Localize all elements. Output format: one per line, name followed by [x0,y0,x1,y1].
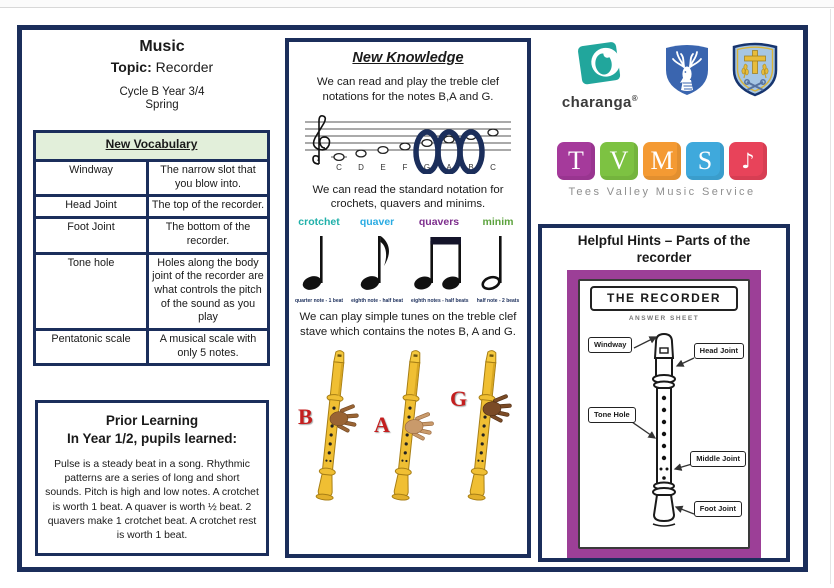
document-header [42,38,282,111]
staff-letter: C [490,162,496,172]
note-values-image [295,216,521,304]
recorder-outline [653,334,675,526]
topic-value: Recorder [151,59,214,75]
fingering-note-letter: B [298,403,313,429]
treble-clef-icon [313,116,330,164]
note-value-crotchet [295,216,343,304]
note-value-quavers [411,216,467,304]
minim-note-icon [475,228,521,292]
vocabulary-table-title: New Vocabulary [36,133,267,159]
tvms-tile-m: M [643,142,681,180]
prior-learning-title [38,412,266,447]
staff-letter: A [446,162,452,172]
knowledge-organizer-page [17,25,808,572]
vocab-term: Pentatonic scale [36,331,146,363]
recorder-parts-diagram [580,327,748,543]
topic-line [42,59,282,75]
recorder-image [374,346,442,509]
new-knowledge-title: New Knowledge [352,50,464,66]
registered-mark: ® [631,94,639,103]
vocab-term: Tone hole [36,255,146,329]
staff-letter: C [336,162,342,172]
music-note-icon: ♪ [729,142,767,180]
recorder-image [450,346,518,509]
new-knowledge-box [285,38,531,558]
note-value-label: crotchet [298,216,340,229]
recorder-fingering-g [450,348,510,506]
note-value-label: quavers [418,216,460,229]
viewer-top-edge [0,0,834,8]
diagram-label-middle-joint: Middle Joint [690,451,746,467]
quaver-note-icon [354,228,400,292]
note-value-quaver [351,216,403,304]
fingering-note-letter: G [450,385,468,411]
recorder-fingerings-image [295,348,521,506]
quavers-pair-icon [411,228,467,292]
prior-learning-box [35,400,269,556]
prior-learning-body: Pulse is a steady beat in a song. Rhythmic patterns are a series of long and short sounds. Pitch is high and low notes. A crotchet is worth 1 beat. A quaver is worth ½ beat. 2 quavers make 1 crotchet beat. A crotchet rest is worth 1 beat. [45,459,259,541]
vocab-definition: Holes along the body joint of the recorder are what controls the pitch of the sound as you play [149,255,267,329]
charanga-wordmark: charanga® [561,94,639,111]
fingering-note-letter: A [374,411,390,437]
school-badge-stag-icon [660,40,714,103]
note-value-label: minim [482,216,514,229]
note-value-label: quaver [359,216,395,229]
note-value-caption: half note - 2 beats [476,298,520,305]
tvms-tile-v: V [600,142,638,180]
vocabulary-table [33,130,270,366]
note-value-minim [475,216,521,304]
diagram-label-foot-joint: Foot Joint [694,501,742,517]
note-value-caption: eighth notes - half beats [411,298,469,305]
vocab-definition: The narrow slot that you blow into. [149,162,267,194]
note-value-caption: quarter note - 1 beat [294,298,344,305]
recorder-image [298,346,366,509]
diagram-label-head-joint: Head Joint [694,343,744,359]
subject-title: Music [139,38,185,55]
tvms-tile-s: S [686,142,724,180]
recorder-fingering-b [298,348,358,506]
staff-letter: E [380,162,386,172]
sheet-title: THE RECORDER [590,286,738,311]
diagram-label-tone-hole: Tone Hole [588,407,636,423]
vocab-term: Foot Joint [36,219,146,251]
staff-letter: F [402,162,408,172]
crotchet-note-icon [296,228,342,292]
vocab-definition: A musical scale with only 5 notes. [149,331,267,363]
vocab-term: Windway [36,162,146,194]
recorder-answer-sheet-image [567,270,761,558]
sheet-subtitle: ANSWER SHEET [628,315,700,322]
tvms-caption: Tees Valley Music Service [568,186,756,198]
school-badge-cross-icon [728,40,782,103]
vocab-definition: The top of the recorder. [149,197,267,216]
knowledge-para-3: We can play simple tunes on the treble clef stave which contains the notes B, A and G. [299,311,517,339]
viewer-right-edge [830,9,831,584]
prior-learning-title-line1: Prior Learning [105,413,199,428]
charanga-icon [574,40,626,88]
staff-letter: B [468,162,474,172]
tvms-tile-t: T [557,142,595,180]
staff-letter: D [358,162,364,172]
charanga-logo [550,40,650,111]
term-line: Spring [145,99,179,111]
recorder-fingering-a [374,348,434,506]
helpful-hints-box [538,224,790,562]
knowledge-para-2: We can read the standard notation for crochets, quavers and minims. [312,183,504,211]
staff-letter: G [423,162,431,172]
tvms-logo [550,142,774,198]
answer-sheet [578,279,750,549]
prior-learning-title-line2: In Year 1/2, pupils learned: [66,430,238,446]
helpful-hints-title: Helpful Hints – Parts of the recorder [577,233,751,265]
topic-label: Topic: [110,59,152,75]
tvms-letter-tiles [550,142,774,180]
treble-clef-staff-image [299,112,517,174]
vocab-definition: The bottom of the recorder. [149,219,267,251]
vocab-term: Head Joint [36,197,146,216]
note-value-caption: eighth note - half beat [351,298,404,305]
cycle-line: Cycle B Year 3/4 [119,86,205,98]
diagram-label-windway: Windway [588,337,632,353]
knowledge-para-1: We can read and play the treble clef notations for the notes B,A and G. [316,76,500,103]
